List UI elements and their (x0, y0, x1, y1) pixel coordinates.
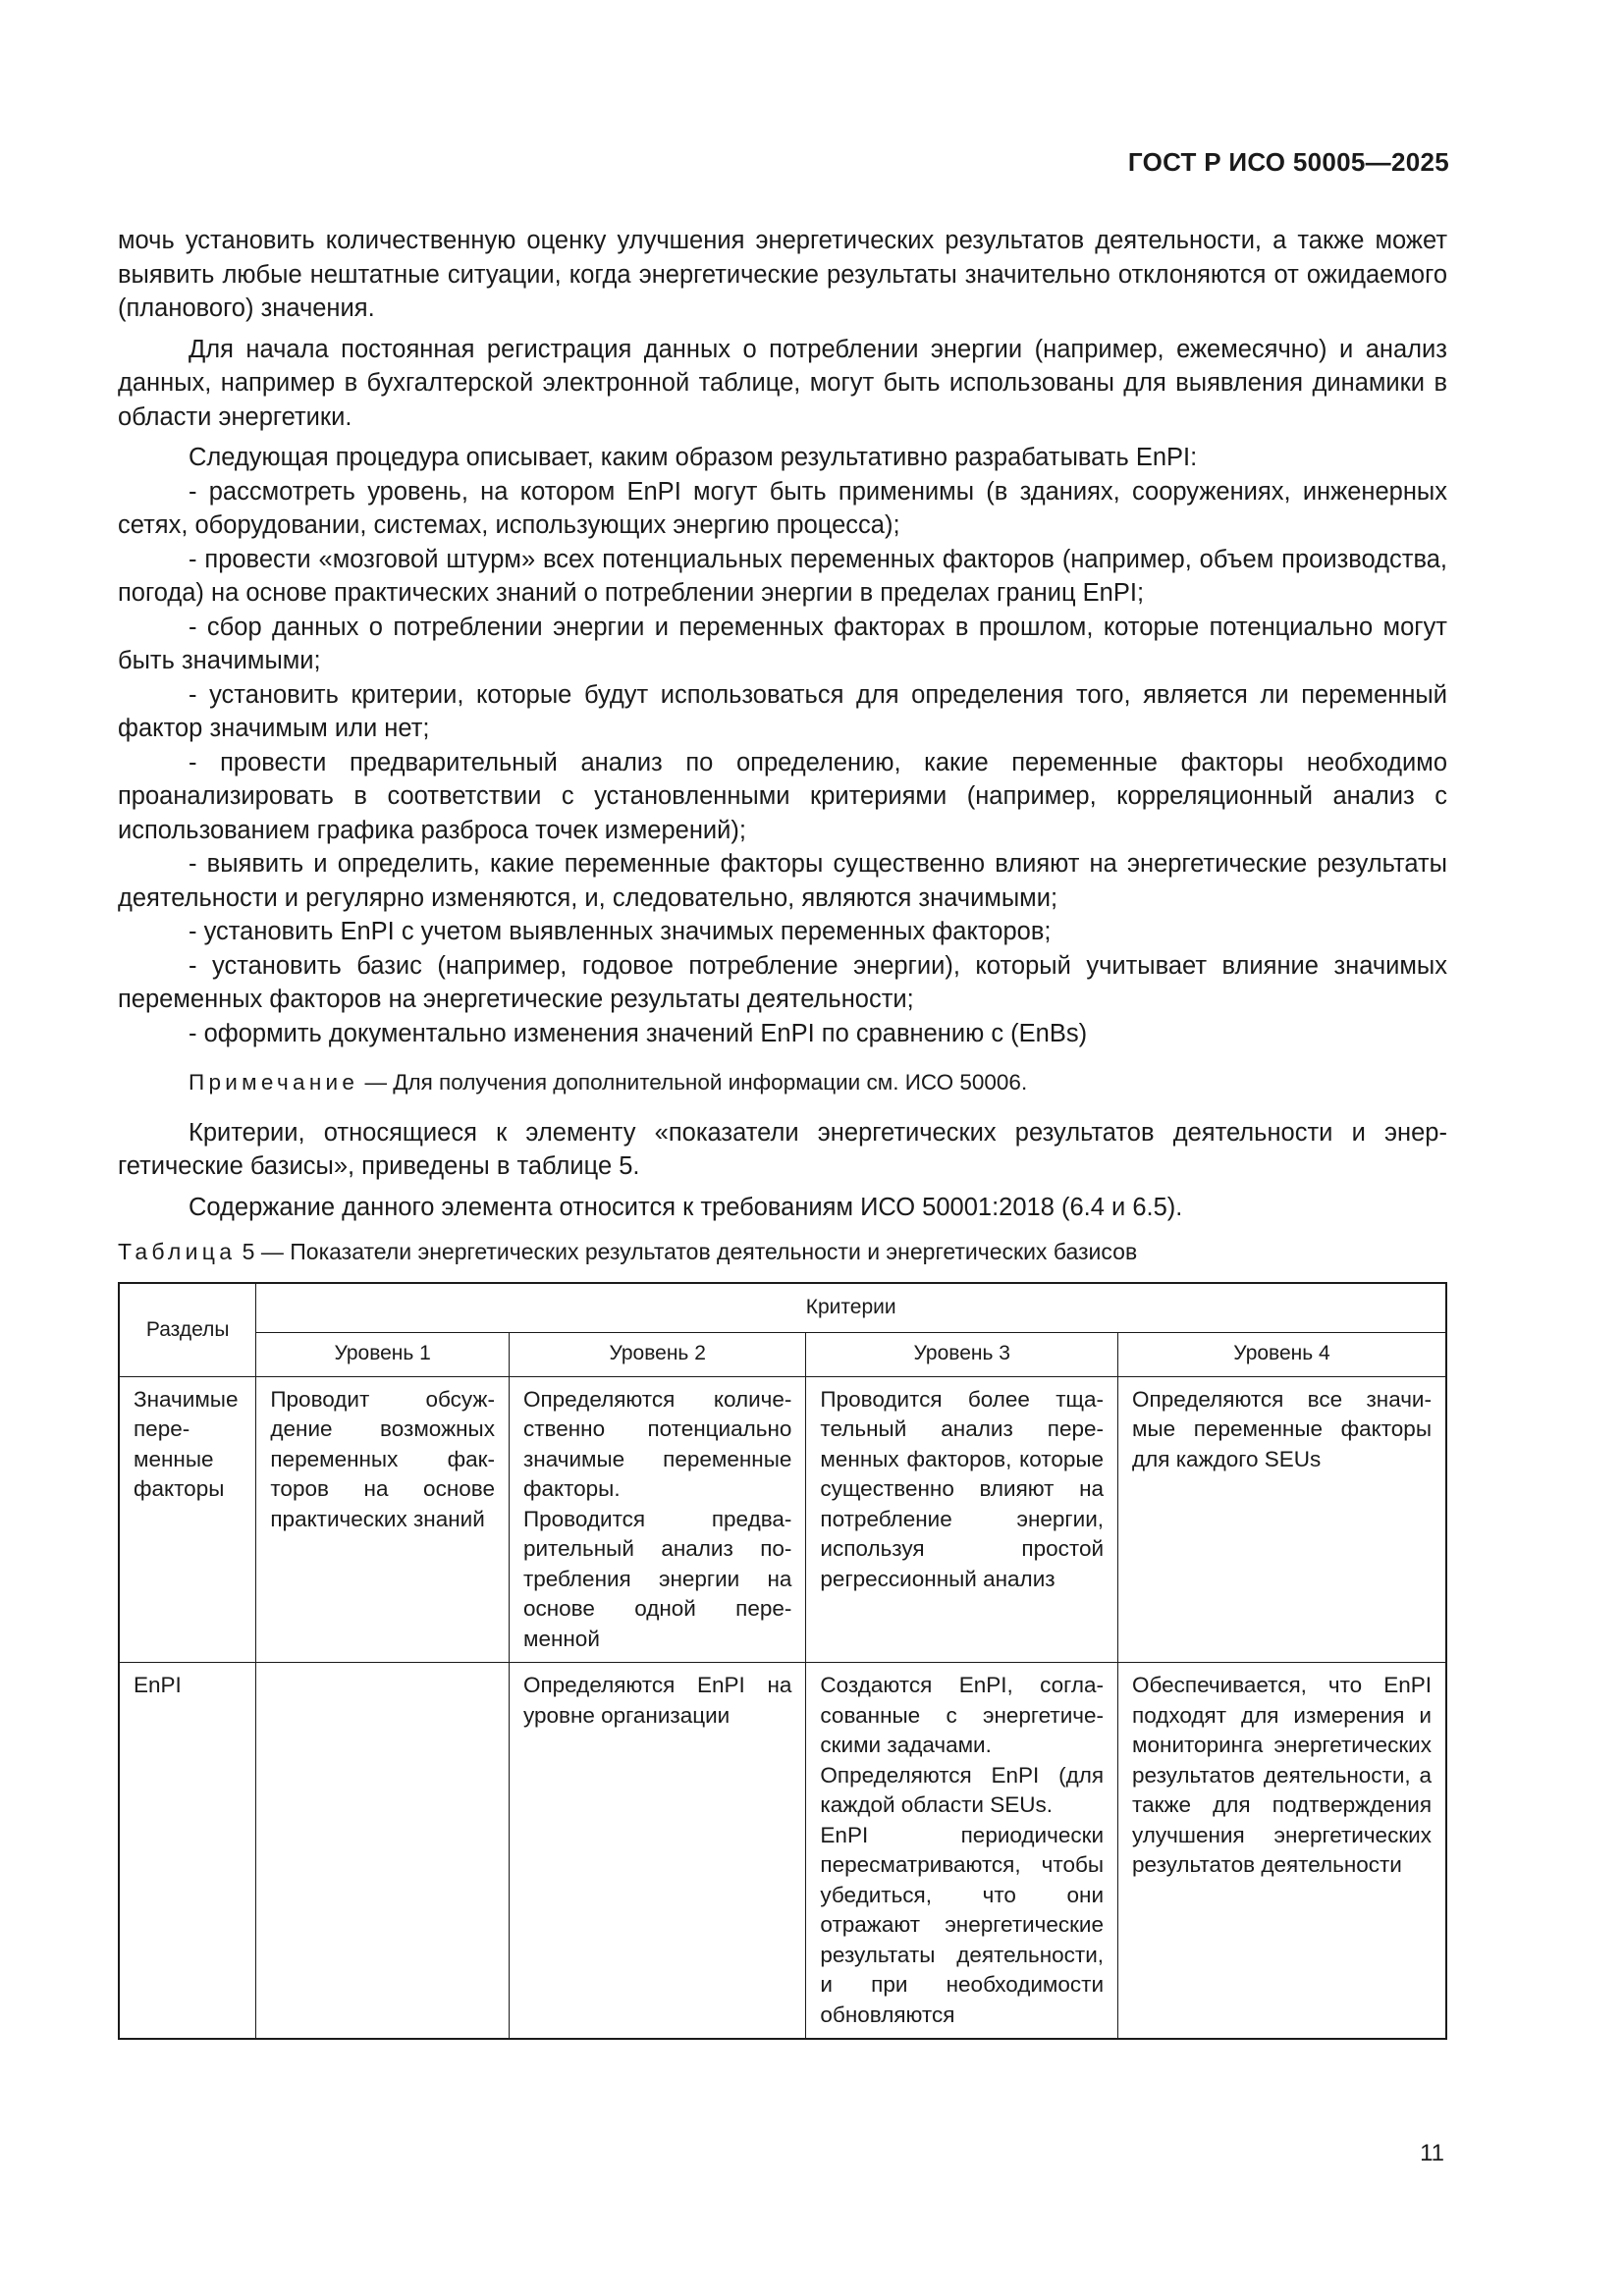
list-item: - провести предварительный анализ по определению, какие переменные факторы необходимо проанализировать в соответствии с установленными критериями (например, корреляционный анализ с использованием графика разброса точек измерений); (118, 748, 1447, 844)
table-row (119, 1663, 1446, 2040)
table-cell: Обеспечивается, что EnPI подходят для измерения и мониторинга энергетических результатов деятельности, а также для подтверждения улучшения энергетических результатов деятельности (1118, 1663, 1446, 2040)
list-item: - провести «мозговой штурм» всех потенциальных переменных факторов (например, объем производства, погода) на основе практических знаний о потреблении энергии в пределах границ EnPI; (118, 545, 1447, 607)
paragraph: Для начала постоянная регистрация данных о потреблении энергии (например, ежемесячно) и анализ данных, например в бухгалтерской электронной таблице, могут быть использованы для выявления динамики в области энергетики. (118, 335, 1447, 431)
column-header-criteria: Критерии (256, 1283, 1446, 1332)
column-header-level-4: Уровень 4 (1118, 1332, 1446, 1376)
table-cell: Определяются количественно потенциально значимые переменные факторы. Проводится предварительный анализ потребления энергии на основе одной переменной (509, 1376, 805, 1663)
table-cell-section: EnPI (119, 1663, 256, 2040)
list-item: - установить EnPI с учетом выявленных значимых переменных факторов; (189, 918, 1052, 945)
column-header-level-2: Уровень 2 (509, 1332, 805, 1376)
paragraph: Критерии, относящиеся к элементу «показатели энергетических результатов деятельности и энергетические базисы», приведены в таблице 5. (118, 1118, 1447, 1180)
list-item: - сбор данных о потреблении энергии и переменных факторах в прошлом, которые потенциально могут быть значимыми; (118, 613, 1447, 674)
column-header-level-3: Уровень 3 (806, 1332, 1118, 1376)
criteria-table (118, 1282, 1447, 2040)
note (118, 1066, 1447, 1100)
note-text: — Для получения дополнительной информации см. ИСО 50006. (358, 1070, 1028, 1095)
note-label: Примечание (189, 1070, 359, 1095)
table-cell: Определяются EnPI на уровне организации (509, 1663, 805, 2040)
list-item: - выявить и определить, какие переменные факторы существенно влияют на энергетические результаты деятельности и регулярно изменяются, и, следовательно, являются значимыми; (118, 850, 1447, 912)
table-cell: Проводится более тщательный анализ переменных факторов, которые существенно влияют на потребление энергии, используя простой регрессионный анализ (806, 1376, 1118, 1663)
list-item: - установить базис (например, годовое потребление энергии), который учитывает влияние значимых переменных факторов на энергетические результаты деятельности; (118, 951, 1447, 1013)
column-header-sections: Разделы (119, 1283, 256, 1376)
table-caption (118, 1239, 1137, 1265)
paragraph: Следующая процедура описывает, каким образом результативно разрабатывать EnPI: (189, 444, 1198, 471)
paragraph: мочь установить количественную оценку улучшения энергетических результатов деятельности, а также может выявить любые нештатные ситуации, когда энергетические результаты значительно отклоняются от ожидаемого (планового) значения. (118, 227, 1447, 322)
table-caption-text: 5 — Показатели энергетических результатов деятельности и энергетических базисов (236, 1239, 1138, 1264)
table-cell-section: Значимые переменные факторы (119, 1376, 256, 1663)
table-row (119, 1376, 1446, 1663)
page-number: 11 (1420, 2140, 1444, 2166)
table-cell: Определяются все значимые переменные факторы для каждого SEUs (1118, 1376, 1446, 1663)
paragraph: Содержание данного элемента относится к требованиям ИСО 50001:2018 (6.4 и 6.5). (189, 1193, 1183, 1221)
list-item: - рассмотреть уровень, на котором EnPI могут быть применимы (в зданиях, сооружениях, инженерных сетях, оборудовании, системах, использующих энергию процесса); (118, 477, 1447, 539)
table-cell: Создаются EnPI, согласованные с энергетическими задачами. Определяются EnPI (для каждой области SEUs. EnPI периодически пересматриваются, чтобы убедиться, что они отражают энергетические результаты деятельности, и при необходимости обновляются (806, 1663, 1118, 2040)
table-cell: Проводит обсуждение возможных переменных факторов на основе практических знаний (256, 1376, 510, 1663)
table-cell (256, 1663, 510, 2040)
list-item: - установить критерии, которые будут использоваться для определения того, является ли переменный фактор значимым или нет; (118, 680, 1447, 742)
body-text (118, 224, 1447, 1224)
document-id-header: ГОСТ Р ИСО 50005—2025 (1127, 147, 1449, 177)
table-caption-label: Таблица (118, 1239, 237, 1264)
column-header-level-1: Уровень 1 (256, 1332, 510, 1376)
list-item: - оформить документально изменения значений EnPI по сравнению с (EnBs) (189, 1019, 1088, 1047)
